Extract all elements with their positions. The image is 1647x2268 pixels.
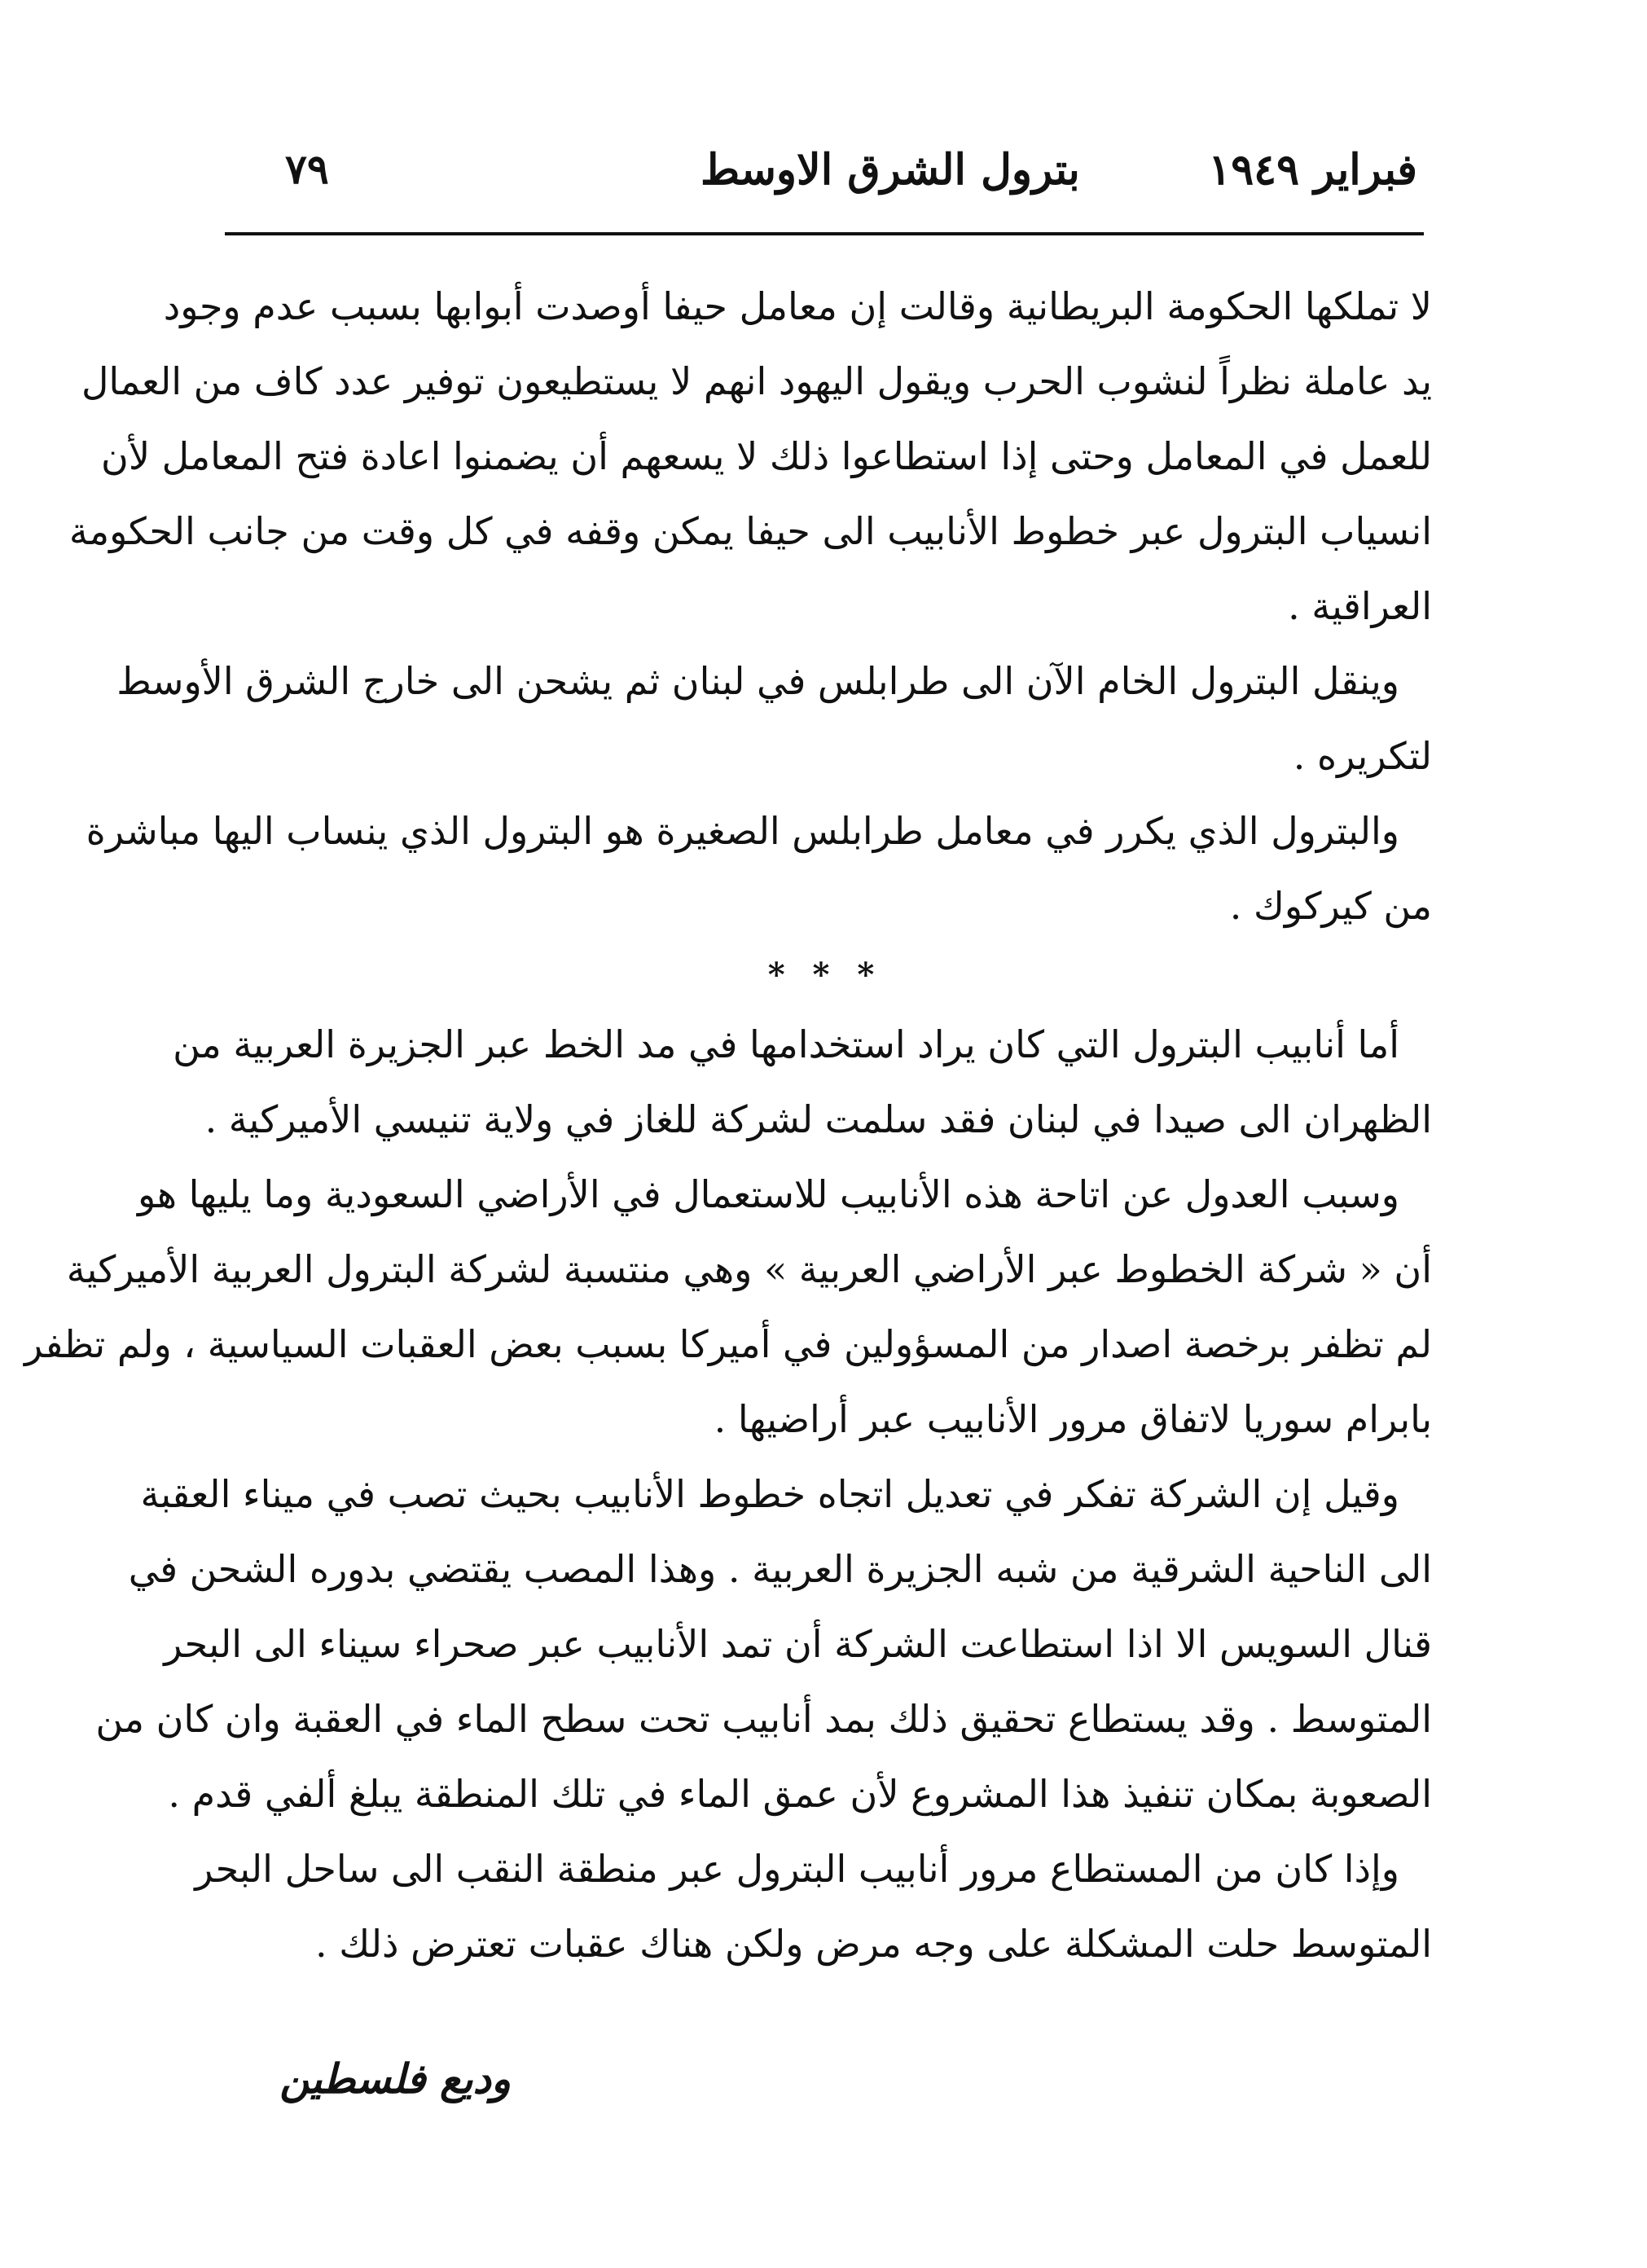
- text-line: من كيركوك .: [1229, 884, 1432, 928]
- text-line: الظهران الى صيدا في لبنان فقد سلمت لشركة للغاز في ولاية تنيسي الأميركية .: [204, 1097, 1432, 1141]
- text-line: العراقية .: [1288, 584, 1432, 628]
- text-line: للعمل في المعامل وحتى إذا استطاعوا ذلك لا يسعهم أن يضمنوا اعادة فتح المعامل لأن: [101, 434, 1432, 478]
- text-line: لتكريره .: [1293, 734, 1432, 778]
- header-divider: [225, 232, 1424, 235]
- text-line: المتوسط حلت المشكلة على وجه مرض ولكن هناك عقبات تعترض ذلك .: [315, 1922, 1432, 1966]
- text-line: وقيل إن الشركة تفكر في تعديل اتجاه خطوط الأنابيب بحيث تصب في ميناء العقبة: [140, 1472, 1399, 1516]
- text-line: أما أنابيب البترول التي كان يراد استخدامها في مد الخط عبر الجزيرة العربية من: [173, 1022, 1399, 1066]
- text-line: والبترول الذي يكرر في معامل طرابلس الصغيرة هو البترول الذي ينساب اليها مباشرة: [86, 809, 1399, 853]
- running-header: [228, 145, 1417, 218]
- text-line: انسياب البترول عبر خطوط الأنابيب الى حيفا يمكن وقفه في كل وقت من جانب الحكومة: [68, 509, 1432, 553]
- text-line: يد عاملة نظراً لنشوب الحرب ويقول اليهود انهم لا يستطيعون توفير عدد كاف من العمال: [81, 359, 1432, 403]
- text-line: الى الناحية الشرقية من شبه الجزيرة العربية . وهذا المصب يقتضي بدوره الشحن في: [128, 1547, 1432, 1591]
- page-number: ٧٩: [285, 145, 329, 193]
- author-signature: وديع فلسطين: [279, 2055, 511, 2103]
- text-line: قنال السويس الا اذا استطاعت الشركة أن تمد الأنابيب عبر صحراء سيناء الى البحر: [164, 1622, 1432, 1666]
- issue-date: فبراير ١٩٤٩: [1208, 145, 1417, 195]
- article-body: [24, 269, 1432, 1981]
- text-line: الصعوبة بمكان تنفيذ هذا المشروع لأن عمق الماء في تلك المنطقة يبلغ ألفي قدم .: [168, 1772, 1432, 1816]
- text-line: المتوسط . وقد يستطاع تحقيق ذلك بمد أنابيب تحت سطح الماء في العقبة وان كان من: [95, 1697, 1432, 1741]
- text-line: وإذا كان من المستطاع مرور أنابيب البترول عبر منطقة النقب الى ساحل البحر: [195, 1847, 1399, 1891]
- text-line: وسبب العدول عن اتاحة هذه الأنابيب للاستعمال في الأراضي السعودية وما يليها هو: [138, 1172, 1399, 1216]
- text-line: بابرام سوريا لاتفاق مرور الأنابيب عبر أراضيها .: [714, 1397, 1432, 1441]
- text-line: أن « شركة الخطوط عبر الأراضي العربية » وهي منتسبة لشركة البترول العربية الأميركية: [66, 1247, 1432, 1291]
- text-line: لا تملكها الحكومة البريطانية وقالت إن معامل حيفا أوصدت أبوابها بسبب عدم وجود: [163, 284, 1432, 328]
- running-title: بترول الشرق الاوسط: [701, 145, 1080, 195]
- text-line: وينقل البترول الخام الآن الى طرابلس في لبنان ثم يشحن الى خارج الشرق الأوسط: [116, 659, 1399, 703]
- text-line: لم تظفر برخصة اصدار من المسؤولين في أميركا بسبب بعض العقبات السياسية ، ولم تظفر: [24, 1322, 1432, 1366]
- section-separator: * * *: [767, 956, 883, 994]
